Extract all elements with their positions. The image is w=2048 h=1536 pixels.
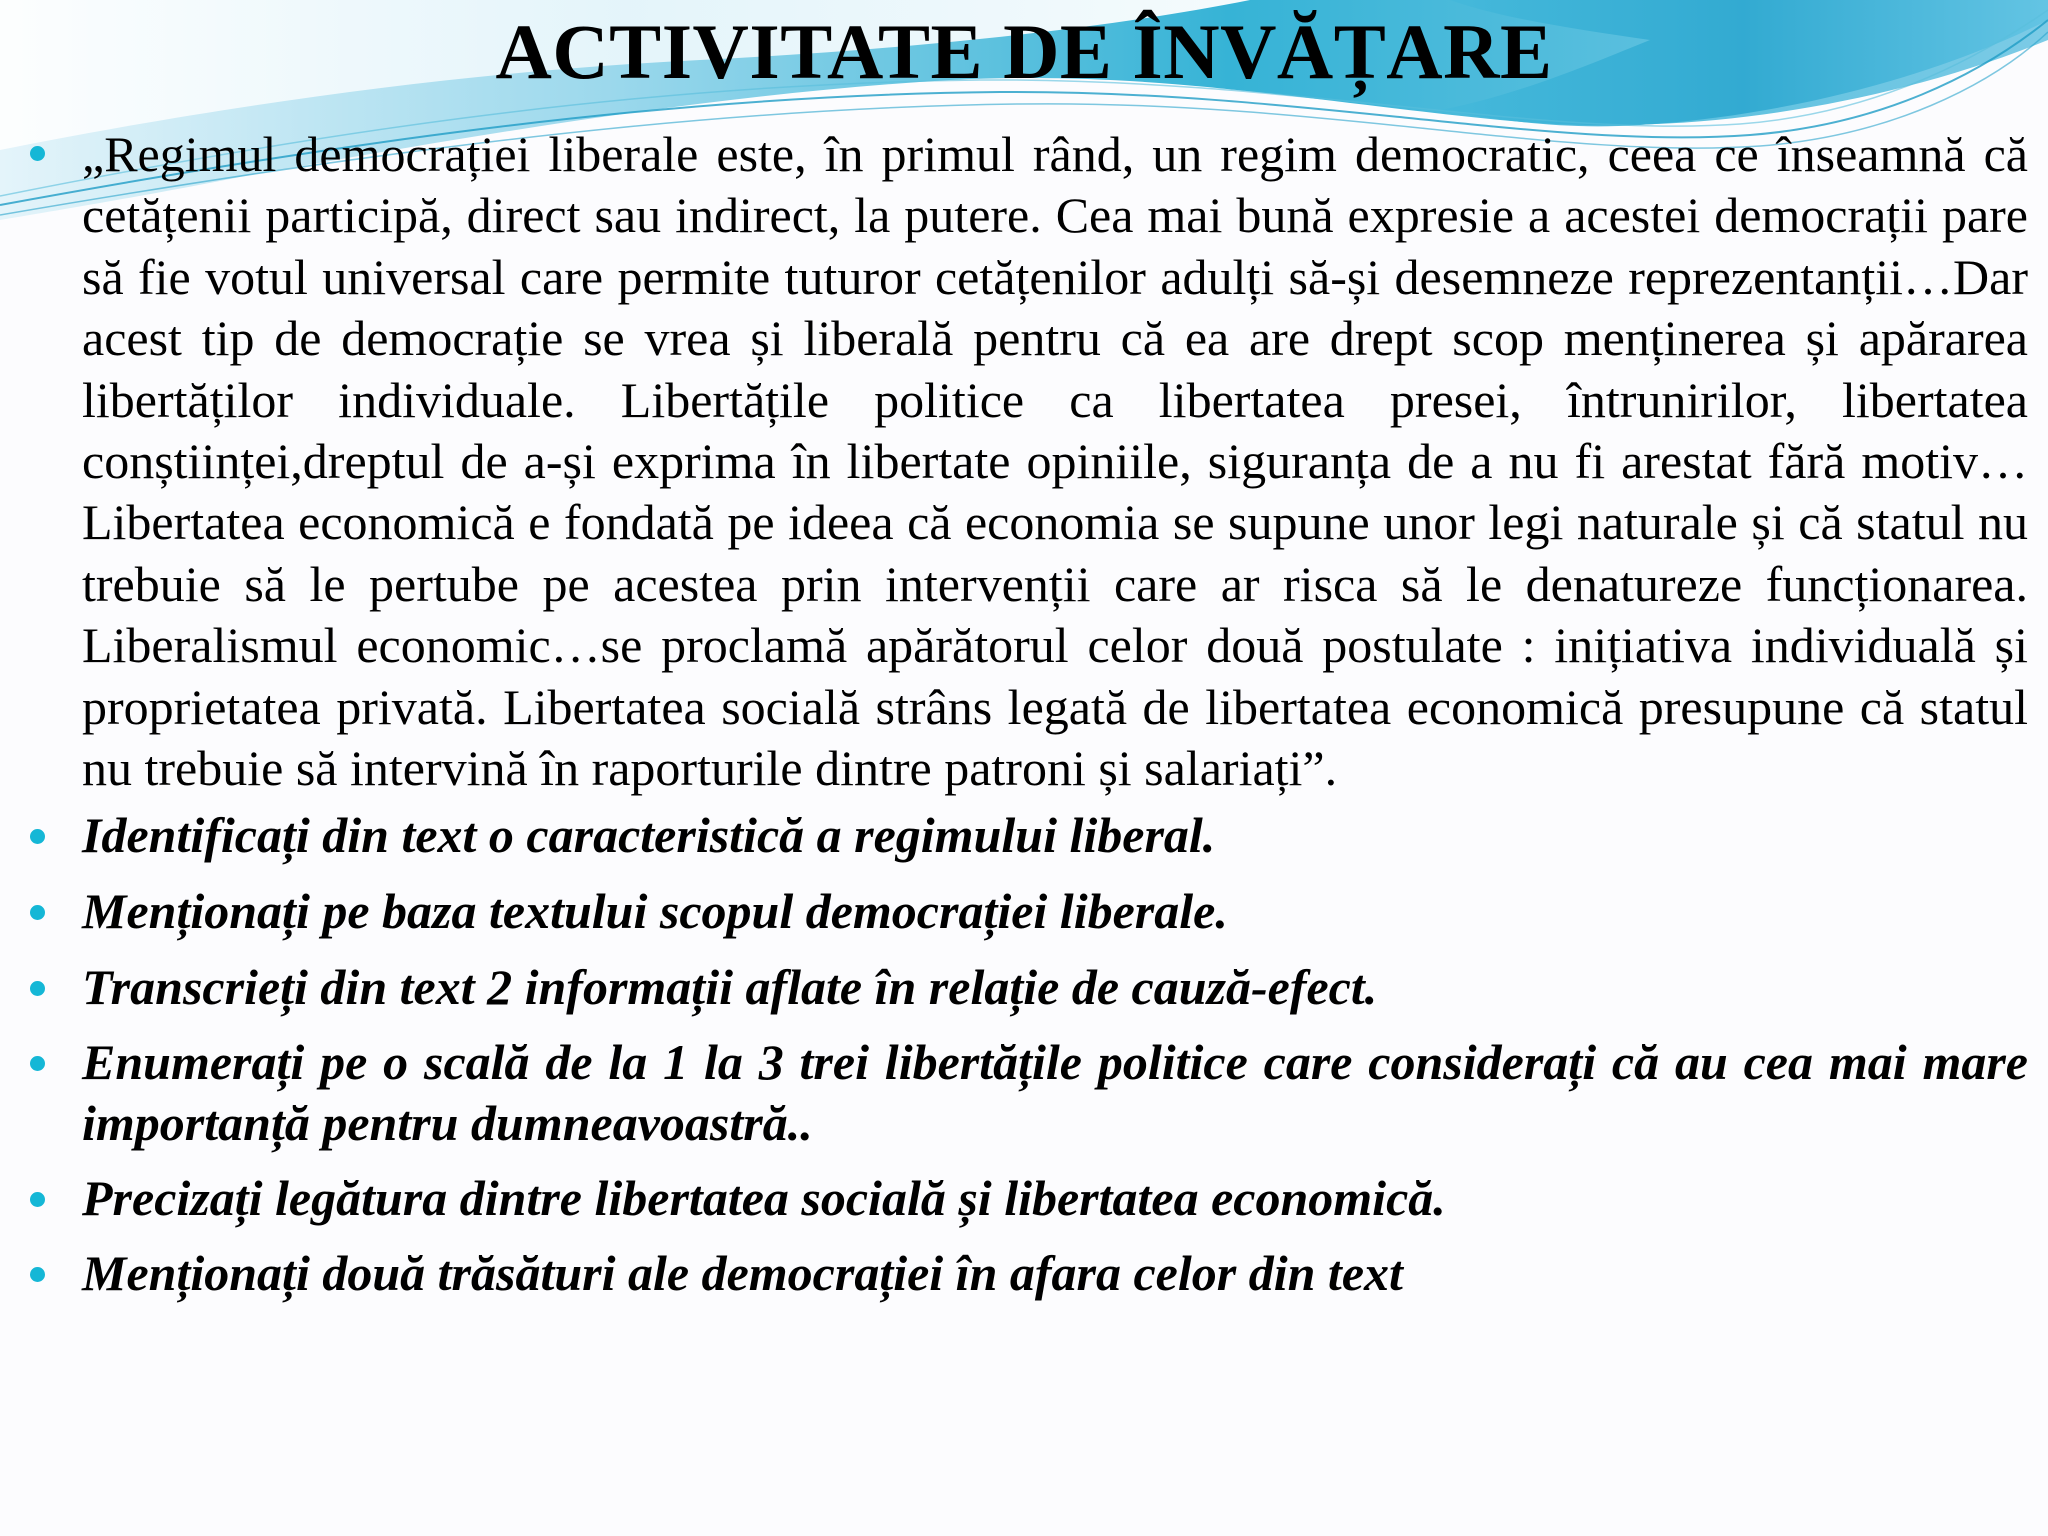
task-text: Menționați pe baza textului scopul democrației liberale. bbox=[82, 883, 1228, 940]
bullet-dot-icon bbox=[30, 981, 45, 996]
bullet-dot-icon bbox=[30, 146, 45, 161]
task-item bbox=[22, 957, 2028, 1018]
bullet-dot-icon bbox=[30, 1267, 45, 1282]
bullet-dot-icon bbox=[30, 905, 45, 920]
task-text: Transcrieți din text 2 informații aflate în relație de cauză-efect. bbox=[82, 959, 1378, 1016]
bullet-dot-icon bbox=[30, 1056, 45, 1071]
task-text: Menționați două trăsături ale democrației în afara celor din text bbox=[82, 1245, 1403, 1302]
slide-title: ACTIVITATE DE ÎNVĂȚARE bbox=[495, 8, 1553, 95]
task-text: Enumerați pe o scală de la 1 la 3 trei libertățile politice care considerați că au cea mai mare importanță pentru dumneavoastră.. bbox=[82, 1034, 2028, 1152]
task-item bbox=[22, 1243, 2028, 1304]
task-item bbox=[22, 1032, 2028, 1154]
task-item bbox=[22, 881, 2028, 942]
bullet-dot-icon bbox=[30, 1192, 45, 1207]
task-item bbox=[22, 805, 2028, 866]
list-item-quote bbox=[22, 124, 2028, 799]
task-text: Precizați legătura dintre libertatea socială și libertatea economică. bbox=[82, 1170, 1446, 1227]
bullet-list bbox=[22, 124, 2028, 1304]
task-item bbox=[22, 1168, 2028, 1229]
bullet-dot-icon bbox=[30, 829, 45, 844]
source-quote: „Regimul democrației liberale este, în primul rând, un regim democratic, ceea ce înseamnă că cetățenii participă, direct sau indirect, la putere. Cea mai bună expresie a acestei democrații pare să fie votul universal care permite tuturor cetățenilor adulți să-și desemneze reprezentanții…Dar acest tip de democrație se vrea și liberală pentru că ea are drept scop menținerea și apărarea libertăților individuale. Libertățile politice ca libertatea presei, întrunirilor, libertatea conștiinței,dreptul de a-și exprima în libertate opiniile, siguranța de a nu fi arestat fără motiv…Libertatea economică e fondată pe ideea că economia se supune unor legi naturale și că statul nu trebuie să le pertube pe acestea prin intervenții care ar risca să le denatureze funcționarea. Liberalismul economic…se proclamă apărătorul celor două postulate : inițiativa individuală și proprietatea privată. Libertatea socială strâns legată de libertatea economică presupune că statul nu trebuie să intervină în raporturile dintre patroni și salariați”. bbox=[82, 126, 2028, 797]
task-text: Identificați din text o caracteristică a regimului liberal. bbox=[82, 807, 1216, 864]
